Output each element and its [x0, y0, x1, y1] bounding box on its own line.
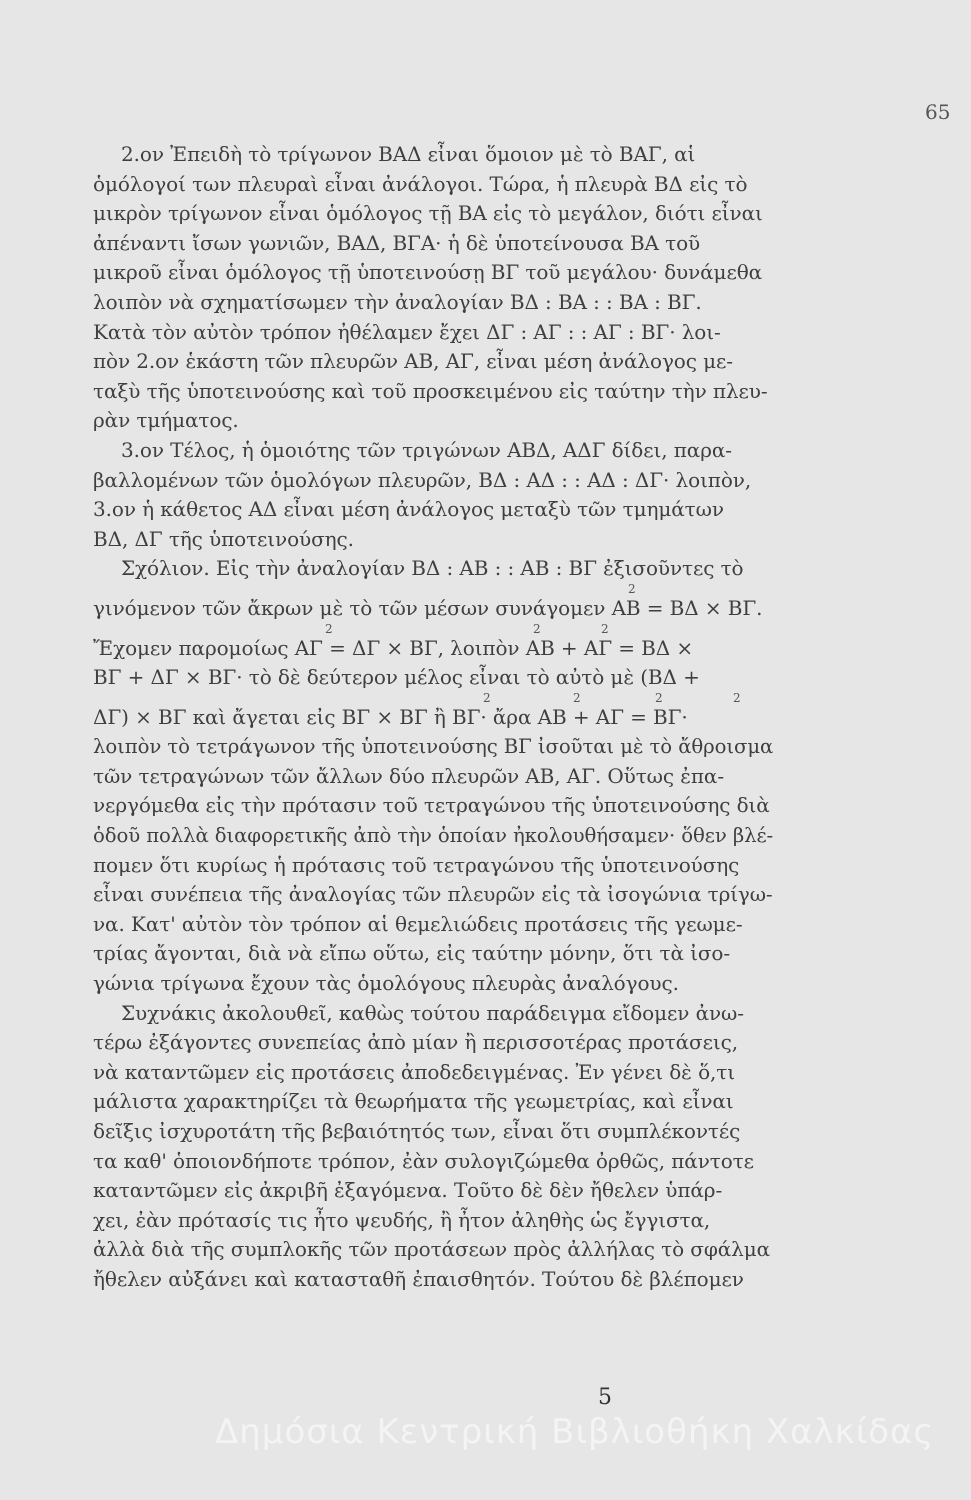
text-line: πομεν ὅτι κυρίως ἡ πρότασις τοῦ τετραγώνου τῆς ὑποτεινούσης: [93, 852, 740, 877]
text-line: τρίας ἄγονται, διὰ νὰ εἴπω οὕτω, εἰς ταύτην μόνην, ὅτι τὰ ἰσο-: [93, 941, 731, 966]
text-line: γινόμενον τῶν ἄκρων μὲ τὸ τῶν μέσων συνάγομεν ΑΒ = ΒΔ × ΒΓ.: [93, 595, 763, 620]
text-line: ΒΓ + ΔΓ × ΒΓ· τὸ δὲ δεύτερον μέλος εἶναι τὸ αὐτὸ μὲ (ΒΔ +: [93, 665, 700, 690]
text-line: τῶν τετραγώνων τῶν ἄλλων δύο πλευρῶν ΑΒ, ΑΓ. Οὕτως ἐπα-: [93, 763, 724, 788]
text-line: δεῖξις ἰσχυροτάτη τῆς βεβαιότητός των, εἶναι ὅτι συμπλέκοντές: [93, 1119, 741, 1143]
text-line: λοιπὸν νὰ σχηματίσωμεν τὴν ἀναλογίαν ΒΔ : ΒΑ : : ΒΑ : ΒΓ.: [93, 289, 702, 314]
scholium-line: Σχόλιον. Εἰς τὴν ἀναλογίαν ΒΔ : ΑΒ : : ΑΒ : ΒΓ ἐξισοῦντες τὸ: [121, 556, 744, 581]
text-line: μικρὸν τρίγωνον εἶναι ὁμόλογος τῇ ΒΑ εἰς τὸ μεγάλον, διότι εἶναι: [93, 201, 763, 226]
text-line: ἀλλὰ διὰ τῆς συμπλοκῆς τῶν προτάσεων πρὸς ἀλλήλας τὸ σφάλμα: [93, 1237, 771, 1262]
text-line: ὁδοῦ πολλὰ διαφορετικῆς ἀπὸ τὴν ὁποίαν ἠκολουθήσαμεν· ὅθεν βλέ-: [93, 823, 774, 848]
exponent: 2: [655, 690, 663, 705]
text-line: ταξὺ τῆς ὑποτεινούσης καὶ τοῦ προσκειμένου εἰς ταύτην τὴν πλευ-: [93, 378, 768, 403]
signature-mark: 5: [598, 1385, 612, 1410]
text-line: Συχνάκις ἀκολουθεῖ, καθὼς τούτου παράδειγμα εἴδομεν ἀνω-: [121, 1000, 744, 1025]
exponent: 2: [733, 690, 741, 705]
text-line: καταντῶμεν εἰς ἀκριβῆ ἐξαγόμενα. Τοῦτο δὲ δὲν ἤθελεν ὑπάρ-: [93, 1178, 723, 1203]
exponent: 2: [628, 581, 636, 596]
text-line: 3.ον ἡ κάθετος ΑΔ εἶναι μέση ἀνάλογος μεταξὺ τῶν τμημάτων: [93, 497, 724, 522]
text-line: 3.ον Τέλος, ἡ ὁμοιότης τῶν τριγώνων ΑΒΔ, ΑΔΓ δίδει, παρα-: [121, 437, 732, 462]
page-number: 65: [925, 100, 951, 124]
exponent: 2: [573, 690, 581, 705]
text-line: νεργόμεθα εἰς τὴν πρότασιν τοῦ τετραγώνου τῆς ὑποτεινούσης διὰ: [93, 793, 770, 818]
exponent-row: [93, 690, 773, 705]
exponent-row: [93, 621, 773, 636]
text-line: ἤθελεν αὐξάνει καὶ κατασταθῆ ἐπαισθητόν. Τούτου δὲ βλέπομεν: [93, 1266, 744, 1291]
exponent: 2: [483, 690, 491, 705]
text-line: μικροῦ εἶναι ὁμόλογος τῇ ὑποτεινούσῃ ΒΓ τοῦ μεγάλου· δυνάμεθα: [93, 260, 763, 285]
exponent: 2: [601, 621, 609, 636]
text-line: ἀπέναντι ἴσων γωνιῶν, ΒΑΔ, ΒΓΑ· ἡ δὲ ὑποτείνουσα ΒΑ τοῦ: [93, 230, 701, 255]
exponent: 2: [325, 621, 333, 636]
text-line: τα καθ' ὁποιονδήποτε τρόπον, ἐὰν συλογιζώμεθα ὀρθῶς, πάντοτε: [93, 1148, 754, 1173]
text-line: Ἔχομεν παρομοίως ΑΓ = ΔΓ × ΒΓ, λοιπὸν ΑΒ + ΑΓ = ΒΔ ×: [93, 635, 693, 660]
exponent: 2: [533, 621, 541, 636]
text-line: ὁμόλογοί των πλευραὶ εἶναι ἀνάλογοι. Τώρα, ἡ πλευρὰ ΒΔ εἰς τὸ: [93, 171, 748, 196]
text-line: εἶναι συνέπεια τῆς ἀναλογίας τῶν πλευρῶν εἰς τὰ ἰσογώνια τρίγω-: [93, 882, 773, 907]
text-line: χει, ἐὰν πρότασίς τις ἦτο ψευδής, ἢ ἦτον ἀληθὴς ὡς ἔγγιστα,: [93, 1207, 711, 1232]
text-line: γώνια τρίγωνα ἔχουν τὰς ὁμολόγους πλευρὰς ἀναλόγους.: [93, 971, 679, 996]
text-line: ΒΔ, ΔΓ τῆς ὑποτεινούσης.: [93, 526, 354, 551]
text-line: ΔΓ) × ΒΓ καὶ ἄγεται εἰς ΒΓ × ΒΓ ἢ ΒΓ· ἄρα ΑΒ + ΑΓ = ΒΓ·: [93, 704, 688, 729]
text-line: ρὰν τμήματος.: [93, 408, 239, 433]
text-line: νὰ καταντῶμεν εἰς προτάσεις ἀποδεδειγμένας. Ἐν γένει δὲ ὅ,τι: [93, 1059, 735, 1084]
text-line: να. Κατ' αὐτὸν τὸν τρόπον αἱ θεμελιώδεις προτάσεις τῆς γεωμε-: [93, 911, 743, 936]
text-line: 2.ον Ἐπειδὴ τὸ τρίγωνον ΒΑΔ εἶναι ὅμοιον μὲ τὸ ΒΑΓ, αἱ: [121, 142, 696, 166]
text-block: [93, 140, 773, 1295]
text-line: βαλλομένων τῶν ὁμολόγων πλευρῶν, ΒΔ : ΑΔ : : ΑΔ : ΔΓ· λοιπὸν,: [93, 467, 752, 492]
text-line: λοιπὸν τὸ τετράγωνον τῆς ὑποτεινούσης ΒΓ ἰσοῦται μὲ τὸ ἄθροισμα: [93, 734, 774, 759]
text-line: Κατὰ τὸν αὐτὸν τρόπον ἠθέλαμεν ἔχει ΔΓ : ΑΓ : : ΑΓ : ΒΓ· λοι-: [93, 319, 721, 344]
text-line: πὸν 2.ον ἑκάστη τῶν πλευρῶν ΑΒ, ΑΓ, εἶναι μέση ἀνάλογος με-: [93, 349, 733, 374]
text-line: μάλιστα χαρακτηρίζει τὰ θεωρήματα τῆς γεωμετρίας, καὶ εἶναι: [93, 1089, 734, 1114]
library-watermark: Δημόσια Κεντρική Βιβλιοθήκη Χαλκίδας: [215, 1412, 935, 1452]
text-line: τέρω ἐξάγοντες συνεπείας ἀπὸ μίαν ἢ περισσοτέρας προτάσεις,: [93, 1030, 738, 1055]
exponent-row: [93, 581, 773, 596]
